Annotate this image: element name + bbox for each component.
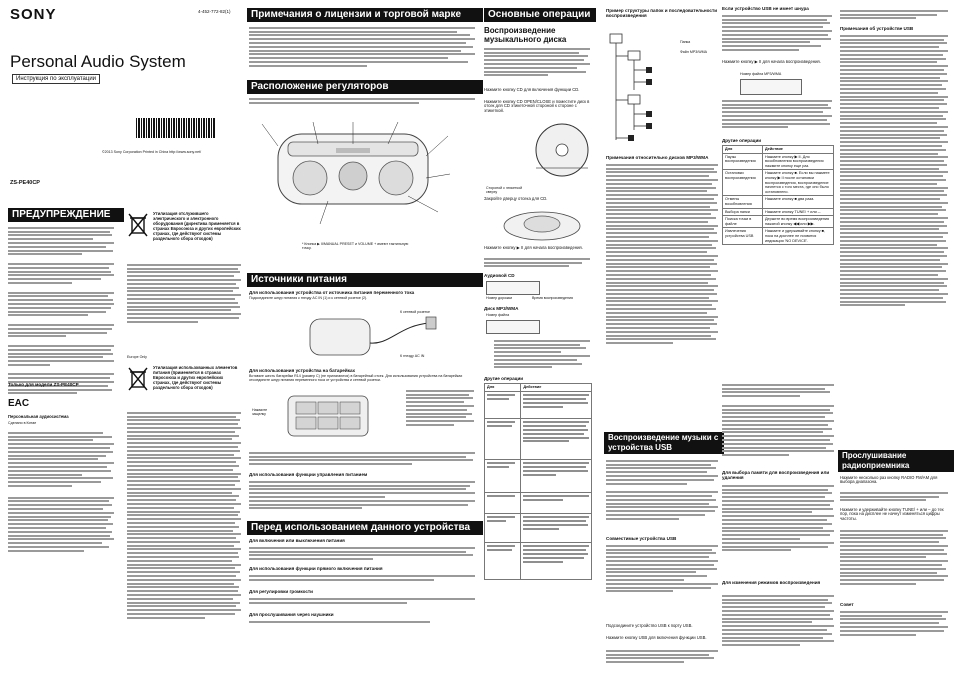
barcode <box>136 118 216 138</box>
mp3-display <box>486 320 540 334</box>
cd-display <box>486 281 540 295</box>
mp3-disc-label: Диск MP3/WMA <box>484 306 519 311</box>
usb-th-action: Действие <box>762 146 833 154</box>
folder-diagram <box>606 30 718 148</box>
play-disc-heading: Воспроизведение музыкального диска <box>484 26 567 44</box>
usb-row-goal: Извлечения устройства USB <box>723 228 763 245</box>
usb-intro-text <box>606 458 718 522</box>
radio-step2: Нажмите и удерживайте кнопку TUNE/ + или – до тех пор, пока на дисплее не начнут изменяться цифры частоты. <box>840 507 944 521</box>
usb-row-action: Нажмите кнопку ■ два раза. <box>762 196 833 208</box>
usb-row-action: Нажмите и удерживайте кнопку ■, пока на дисплее не появится индикация 'NO DEVICE'. <box>762 228 833 245</box>
usb-step2: Нажмите кнопку USB для включения функции USB. <box>606 635 707 640</box>
ac-heading: Для использования устройства от источника питания переменного тока <box>249 290 415 295</box>
power-heading: Источники питания <box>247 273 483 287</box>
direct-power-text <box>249 573 475 582</box>
usb-th-goal: Для <box>723 146 763 154</box>
compatible-usb-heading: Совместимые устройства USB <box>606 536 677 541</box>
battery-text <box>127 410 241 621</box>
headphones-text <box>249 619 475 625</box>
usb-step3-text <box>722 98 832 130</box>
th-action: Действие <box>521 384 592 392</box>
col7-intro-text <box>840 8 948 21</box>
battery-latch-note: Нажмите защелку <box>252 408 268 417</box>
track-number-label: Номер дорожки <box>486 296 513 300</box>
advice-heading: Совет <box>840 602 854 607</box>
usb-row-action: Держите во время воспроизведения нажатой кнопку ◀◀ или ▶▶. <box>762 216 833 228</box>
disc-intro <box>484 46 590 78</box>
mp3-notes-heading: Примечания относительно дисков MP3/WMA <box>606 155 709 160</box>
usb-row-goal: Поиска точки в файле <box>723 216 763 228</box>
battery-side-text <box>406 388 474 428</box>
model-number: ZS-PE40CP <box>10 180 40 186</box>
usb-notes-heading: Примечания об устройстве USB <box>840 26 914 31</box>
before-use-heading: Перед использованием данного устройства <box>247 521 483 535</box>
direct-power-heading: Для использования функции прямого включения питания <box>249 566 383 571</box>
power-on-heading: Для включения или выключения питания <box>249 538 345 543</box>
controls-callout: * Кнопка ▶ II/MANUAL PRESET и VOLUME + имеют тактильную точку. <box>302 242 409 251</box>
advice-text <box>840 609 948 637</box>
folder-label: Папка <box>680 40 691 44</box>
disc-step2: Нажмите кнопку CD OPEN/CLOSE и поместите диск в отсек для CD этикеточной стороной к стороне с этикеткой. <box>484 99 590 113</box>
radio-heading: Прослушивание радиоприемника <box>838 450 954 472</box>
usb-display <box>740 79 802 95</box>
audio-cd-label: Аудиовой CD <box>484 273 515 278</box>
radio-step1: Нажмите несколько раз кнопку RADIO FM/AM для выбора диапазона. <box>840 475 938 485</box>
basic-ops-heading: Основные операции <box>484 8 596 22</box>
label-side-note: Стороной с этикеткой сверху <box>486 186 523 195</box>
warning-heading: ПРЕДУПРЕЖДЕНИЕ <box>8 208 124 222</box>
ac-jack-label: К гнезду AC IN <box>400 354 425 358</box>
battery-use-text: Вставьте шесть батарейки R14 (размер C) (не прилагаются) в батарейный отсек. Для использования устройства на батарейках отсоедините шнур питания переменного тока от устройства и сетевой розетки. <box>249 374 463 383</box>
usb-table-notes <box>722 382 834 458</box>
disc-close-illustration <box>500 204 584 244</box>
file-number-label: Номер файла <box>486 313 510 317</box>
ac-subtext: Подсоедините шнур питания к гнезду AC IN (1) и к сетевой розетке (2). <box>249 296 368 300</box>
sony-logo: SONY <box>10 6 57 23</box>
th-goal: Для <box>485 384 521 392</box>
folder-example-heading: Пример структуры папок и последовательности воспроизведения <box>606 8 718 19</box>
usb-row-goal: Отмены возобновления <box>723 196 763 208</box>
battery-notes <box>249 450 475 467</box>
disc-step1: Нажмите кнопку CD для включения функции CD. <box>484 87 580 92</box>
usb-row-goal: Паузы воспроизведения <box>723 153 763 170</box>
model-only-heading: Только для модели ZS-PE40CP <box>8 382 79 387</box>
battery-disposal-icon <box>127 366 149 392</box>
disc-step4: Нажмите кнопку ▶ II для начала воспроизведения. <box>484 245 583 250</box>
controls-intro <box>249 96 475 105</box>
usb-cable-text <box>722 13 832 53</box>
battery-illustration <box>268 386 388 446</box>
memory-heading: Для выбора памяти для воспроизведения или удаления <box>722 470 830 481</box>
usb-step2-text <box>606 648 718 665</box>
mp3-notes <box>494 338 590 370</box>
disc-step3: Закройте дверцу отсека для CD. <box>484 196 548 201</box>
usb-row-goal: Выбора папки <box>723 208 763 216</box>
power-on-text <box>249 545 475 562</box>
memory-text <box>722 483 834 553</box>
usb-step1: Подсоедините устройство USB к порту USB. <box>606 623 693 628</box>
usb-other-ops-table <box>722 145 834 245</box>
volume-text <box>249 596 475 605</box>
radio-step2-text <box>840 528 948 587</box>
usb-other-ops-heading: Другие операции <box>722 138 762 143</box>
weee-icon <box>127 212 149 238</box>
usb-play-heading: Воспроизведение музыки с устройства USB <box>604 432 724 454</box>
power-mgmt-heading: Для использования функции управления питанием <box>249 472 368 477</box>
copyright-line: ©2013 Sony Corporation Printed in China http://www.sony.net/ <box>102 150 202 154</box>
license-heading: Примечания о лицензии и торговой марке <box>247 8 483 22</box>
document-title: Personal Audio System <box>10 52 186 71</box>
file-label: Файл MP3/WMA <box>680 50 708 54</box>
document-subtitle: Инструкция по эксплуатации <box>12 74 100 84</box>
usb-step3: Нажмите кнопку ▶ II для начала воспроизведения. <box>722 59 821 64</box>
disc-illustration <box>530 118 594 180</box>
part-number: 4-452-772-82(1) <box>198 9 231 14</box>
power-mgmt-text <box>249 479 475 511</box>
other-ops-table <box>484 383 592 580</box>
eac-mark: EAC <box>8 398 30 409</box>
weee-heading: Утилизация отслужившего электрического и электронного оборудования (директива применяется в странах Евросоюза и других европейских странах, где действуют системы раздельного сбора отходов) <box>153 211 241 241</box>
usb-row-action: Нажмите кнопку ▶ II. Для возобновления воспроизведения нажмите кнопку еще раз. <box>762 153 833 170</box>
made-in: Сделано в Китае <box>8 421 37 425</box>
usb-file-number-label: Номер файла MP3/WMA <box>740 72 782 76</box>
usb-notes-text <box>840 33 948 308</box>
battery-use-heading: Для использования устройства на батарейках <box>249 368 356 373</box>
ac-outlet-label: К сетевой розетке <box>400 310 430 314</box>
importer-label: Персональная аудиосистема <box>8 414 69 419</box>
battery-heading: Утилизация использованных элементов питания (применяется в странах Евросоюза и других европейских странах, где действуют системы раздельного сбора отходов) <box>153 365 238 390</box>
play-time-label: Время воспроизведения <box>532 296 573 300</box>
license-text <box>249 25 475 69</box>
device-illustration <box>258 116 468 236</box>
mp3-notes-text <box>606 162 718 346</box>
play-mode-heading: Для изменения режимов воспроизведения <box>722 580 821 585</box>
importer-text <box>8 430 114 554</box>
usb-row-action: Нажмите кнопку TUNE/ + или –. <box>762 208 833 216</box>
warning-text <box>8 225 114 396</box>
usb-row-goal: Остановки воспроизведения <box>723 170 763 196</box>
headphones-heading: Для прослушивания через наушники <box>249 612 334 617</box>
radio-step1-text <box>840 490 948 503</box>
play-mode-text <box>722 593 834 648</box>
disc-step4-text <box>484 256 590 269</box>
other-ops-heading: Другие операции <box>484 376 524 381</box>
usb-cable-heading: Если устройство USB не имеет шнура <box>722 6 809 11</box>
europe-only: Europe Only <box>127 355 147 359</box>
usb-row-action: Нажмите кнопку ■. Если вы нажмете кнопку ▶ II после остановки воспроизведения, воспроизведение начнется с того места, где оно было остановлено. <box>762 170 833 196</box>
compatible-usb-text <box>606 543 718 594</box>
volume-heading: Для регулировки громкости <box>249 589 313 594</box>
controls-heading: Расположение регуляторов <box>247 80 483 94</box>
weee-text <box>127 262 241 325</box>
